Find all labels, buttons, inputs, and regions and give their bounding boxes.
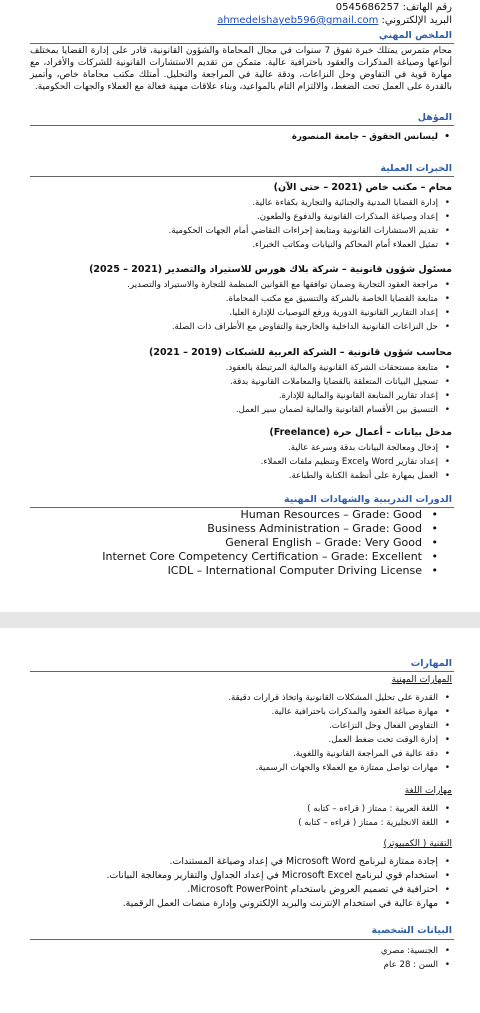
list-item: • متابعة مستحقات الشركة القانونية والمالية المرتبطة بالعقود.	[20, 361, 438, 375]
tech-skills-list	[20, 855, 452, 911]
summary-title: الملخص المهني	[378, 30, 452, 41]
skills-divider	[30, 671, 454, 672]
job-title: محاسب شؤون قانونية – الشركة العربية للشبكات (2019 – 2021)	[148, 347, 452, 358]
list-item: • مهارة صياغة العقود والمذكرات باحترافية عالية.	[20, 705, 438, 719]
list-item: • اللغة العربية : ممتاز ( قراءه – كتابه )	[20, 802, 438, 816]
experience-title: الخبرات العملية	[380, 163, 452, 174]
education-divider	[30, 125, 454, 126]
list-item: • مهارات تواصل ممتازة مع العملاء والجهات الرسمية.	[20, 761, 438, 775]
list-item: • الجنسية: مصري	[20, 944, 438, 958]
list-item: • القدرة على تحليل المشكلات القانونية واتخاذ قرارات دقيقة.	[20, 691, 438, 705]
courses-list	[60, 508, 440, 578]
job-duties-list	[20, 441, 452, 483]
list-item: General English – Grade: Very Good •	[60, 536, 440, 550]
list-item: • احترافية في تصميم العروض باستخدام Microsoft PowerPoint.	[20, 883, 438, 897]
list-item: Business Administration – Grade: Good •	[60, 522, 440, 536]
list-item: • إجادة ممتازة لبرنامج Microsoft Word في إعداد وصياغة المستندات.	[20, 855, 438, 869]
list-item: • إعداد تقارير المتابعة القانونية والمالية للإدارة.	[20, 389, 438, 403]
summary-text: محام متمرس يمتلك خبرة تفوق 7 سنوات في مجال المحاماة والشؤون القانونية، قادر على إدارة القضايا بمختلف أنواعها وصياغة المذكرات والعقود باحترافية عالية. متمكن من تقديم الاستشارات القانونية للشركات والأفراد، مع مهارة قوية في التفاوض وحل النزاعات، ودقة عالية في المراجعة والتحليل. أمتلك مكتب محاماة خاص، وأتميز بالقدرة على العمل تحت الضغط، والالتزام التام بالمواعيد، وبناء علاقات مهنية فعالة مع العملاء والجهات الحكومية.	[30, 46, 452, 92]
personal-title: البيانات الشخصية	[371, 925, 452, 936]
personal-list	[20, 944, 452, 972]
tech-skills-title: التقنية ( الكمبيوتر)	[383, 839, 452, 849]
list-item: ICDL – International Computer Driving License •	[60, 564, 440, 578]
job-title: مسئول شؤون قانونية – شركة بلاك هورس للاستيراد والتصدير (2021 – 2025)	[89, 264, 452, 275]
cv-page-2	[0, 628, 480, 1013]
list-item: Internet Core Competency Certification – Grade: Excellent •	[60, 550, 440, 564]
email-label: البريد الإلكتروني:	[381, 15, 452, 26]
skills-title: المهارات	[410, 658, 452, 669]
list-item: • إدارة الوقت تحت ضغط العمل.	[20, 733, 438, 747]
professional-skills-list	[20, 691, 452, 775]
list-item: • تسجيل البيانات المتعلقة بالقضايا والمعاملات القانونية بدقة.	[20, 375, 438, 389]
experience-divider	[30, 176, 454, 177]
list-item: • السن : 28 عام	[20, 958, 438, 972]
job-duties-list	[20, 278, 452, 334]
list-item: • اللغة الانجليزية : ممتاز ( قراءه – كتابه )	[20, 816, 438, 830]
page-separator	[0, 612, 480, 628]
job-title: مدخل بيانات – أعمال حرة (Freelance)	[269, 427, 452, 438]
list-item: • التفاوض الفعال وحل النزاعات.	[20, 719, 438, 733]
professional-skills-title: المهارات المهنية	[391, 675, 452, 685]
list-item: Human Resources – Grade: Good •	[60, 508, 440, 522]
job-duties-list	[20, 361, 452, 417]
education-item: • ليسانس الحقوق – جامعة المنصورة	[20, 130, 438, 144]
list-item: • متابعة القضايا الخاصة بالشركة والتنسيق مع مكتب المحاماة.	[20, 292, 438, 306]
courses-title: الدورات التدريبية والشهادات المهنية	[283, 494, 452, 505]
list-item: • إعداد تقارير Word وExcel وتنظيم ملفات العملاء.	[20, 455, 438, 469]
list-item: • استخدام قوي لبرنامج Microsoft Excel في إعداد الجداول والتقارير ومعالجة البيانات.	[20, 869, 438, 883]
list-item: • مراجعة العقود التجارية وضمان توافقها مع القوانين المنظمة للتجارة والاستيراد والتصدير.	[20, 278, 438, 292]
list-item: • إدارة القضايا المدنية والجنائية والتجارية بكفاءة عالية.	[20, 196, 438, 210]
personal-divider	[30, 939, 454, 940]
summary-divider	[30, 43, 454, 44]
education-list	[20, 130, 452, 144]
list-item: • حل النزاعات القانونية الداخلية والخارجية والتفاوض مع الأطراف ذات الصلة.	[20, 320, 438, 334]
education-title: المؤهل	[417, 112, 452, 123]
list-item: • العمل بمهارة على أنظمة الكتابة والطباعة.	[20, 469, 438, 483]
language-skills-title: مهارات اللغة	[404, 786, 452, 796]
language-skills-list	[20, 802, 452, 830]
list-item: • تقديم الاستشارات القانونية ومتابعة إجراءات التقاضي أمام الجهات الحكومية.	[20, 224, 438, 238]
list-item: • إعداد التقارير القانونية الدورية ورفع التوصيات للإدارة العليا.	[20, 306, 438, 320]
list-item: • مهارة عالية في استخدام الإنترنت والبريد الإلكتروني وإدارة منصات العمل الرقمية.	[20, 897, 438, 911]
job-duties-list	[20, 196, 452, 252]
job-title: محام – مكتب خاص (2021 – حتى الآن)	[273, 182, 452, 193]
email-link[interactable]: ahmedelshayeb596@gmail.com	[217, 15, 379, 26]
list-item: • دقة عالية في المراجعة القانونية واللغوية.	[20, 747, 438, 761]
phone-line: رقم الهاتف: 0545686257	[335, 2, 452, 13]
list-item: • إعداد وصياغة المذكرات القانونية والدفوع والطعون.	[20, 210, 438, 224]
list-item: • إدخال ومعالجة البيانات بدقة وسرعة عالية.	[20, 441, 438, 455]
email-line	[217, 15, 452, 27]
list-item: • التنسيق بين الأقسام القانونية والمالية لضمان سير العمل.	[20, 403, 438, 417]
list-item: • تمثيل العملاء أمام المحاكم والنيابات ومكاتب الخبراء.	[20, 238, 438, 252]
